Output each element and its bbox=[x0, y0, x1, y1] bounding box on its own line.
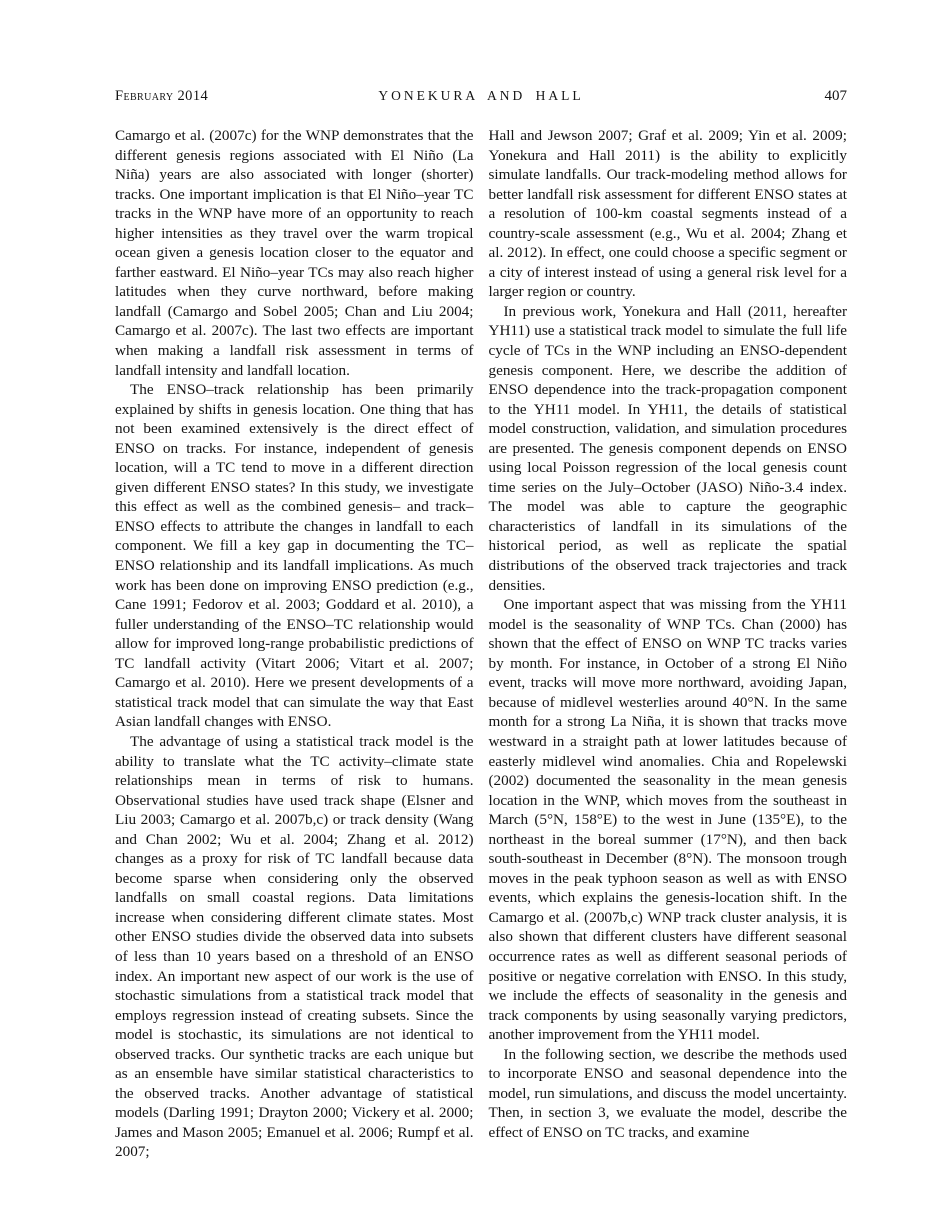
paragraph: One important aspect that was missing from the YH11 model is the seasonality of WNP TCs. Chan (2000) has shown that the effect of ENSO on WNP TC tracks varies by month. For instance, in October of a strong El Niño event, tracks will move more northward, avoiding Japan, because of midlevel westerlies around 40°N. In the same month for a strong La Niña, it is shown that tracks move westward in a straight path at lower latitudes because of easterly midlevel wind anomalies. Chia and Ropelewski (2002) documented the seasonality in the mean genesis location in the WNP, which moves from the southeast in March (5°N, 158°E) to the west in June (135°E), to the northeast in the boreal summer (17°N), and then back south-southeast in December (8°N). The monsoon trough moves in the peak typhoon season as well as with ENSO events, which explains the genesis-location shift. In the Camargo et al. (2007b,c) WNP track cluster analysis, it is also shown that different clusters have different seasonal occurrence rates as well as different seasonal periods of positive or negative correlation with ENSO. In this study, we include the effects of seasonality in the genesis and track components by using seasonally varying predictors, another improvement from the YH11 model. bbox=[488, 596, 847, 1044]
paragraph: The advantage of using a statistical track model is the ability to translate what the TC activity–climate state relationships mean in terms of risk to humans. Observational studies have used track shape (Elsner and Liu 2003; Camargo et al. 2007b,c) or track density (Wang and Chan 2002; Wu et al. 2004; Zhang et al. 2012) changes as a proxy for risk of TC landfall because data become sparse when considering only the observed landfalls on small coastal regions. Data limitations increase when considering different climate states. Most other ENSO studies divide the observed data into subsets of less than 10 years based on a threshold of an ENSO index. An important new aspect of our work is the use of stochastic simulations from a statistical track model that employs regression instead of creating subsets. Since the model is stochastic, its simulations are not identical to observed tracks. Our synthetic tracks are each unique but as an ensemble have similar statistical characteristics to the observed tracks. Another advantage of statistical models (Darling 1991; Drayton 2000; Vickery et al. 2000; James and Mason 2005; Emanuel et al. 2006; Rumpf et al. 2007; bbox=[115, 732, 474, 1161]
paragraph: Hall and Jewson 2007; Graf et al. 2009; Yin et al. 2009; Yonekura and Hall 2011) is the ability to explicitly simulate landfalls. Our track-modeling method allows for better landfall risk assessment for different ENSO states at a resolution of 100-km coastal segments instead of a country-scale assessment (e.g., Wu et al. 2004; Zhang et al. 2012). In effect, one could choose a specific segment or a city of interest instead of using a general risk level for a larger region or country. bbox=[488, 127, 847, 301]
right-column bbox=[489, 126, 848, 1162]
paragraph: Camargo et al. (2007c) for the WNP demonstrates that the different genesis regions associated with El Niño (La Niña) years are also associated with longer (shorter) tracks. One important implication is that El Niño–year TC tracks in the WNP have more of an opportunity to reach higher intensities as they travel over the warm tropical ocean given a genesis location closer to the equator and farther eastward. El Niño–year TCs may also reach higher latitudes when they curve northward, before making landfall (Camargo and Sobel 2005; Chan and Liu 2004; Camargo et al. 2007c). The last two effects are important when making a landfall risk assessment in terms of landfall intensity and landfall location. bbox=[115, 127, 474, 379]
running-header bbox=[115, 88, 847, 105]
paragraph: The ENSO–track relationship has been primarily explained by shifts in genesis location. One thing that has not been examined extensively is the direct effect of ENSO on tracks. For instance, independent of genesis location, will a TC tend to move in a different direction given different ENSO states? In this study, we investigate this effect as well as the combined genesis– and track–ENSO effects to attribute the changes in landfall to each component. We fill a key gap in documenting the TC–ENSO relationship and its landfall implications. As much work has been done on improving ENSO prediction (e.g., Cane 1991; Fedorov et al. 2003; Goddard et al. 2010), a fuller understanding of the ENSO–TC relationship would allow for improved long-range probabilistic predictions of TC landfall activity (Vitart 2006; Vitart et al. 2007; Camargo et al. 2010). Here we present developments of a statistical track model that can simulate the way that East Asian landfall changes with ENSO. bbox=[115, 381, 474, 731]
left-column bbox=[115, 126, 474, 1162]
page-content bbox=[115, 88, 847, 1162]
issue-date: February 2014 bbox=[115, 88, 209, 104]
page-number: 407 bbox=[824, 88, 847, 104]
paragraph: In previous work, Yonekura and Hall (2011, hereafter YH11) use a statistical track model to simulate the full life cycle of TCs in the WNP including an ENSO-dependent genesis component. Here, we describe the addition of ENSO dependence into the track-propagation component to the YH11 model. In YH11, the details of statistical model construction, validation, and simulation procedures are presented. The genesis component depends on ENSO using local Poisson regression of the local genesis count time series on the July–October (JASO) Niño-3.4 index. The model was able to capture the geographic characteristics of landfall in its simulations of the historical period, as well as replicate the spatial distributions of the observed track trajectories and track densities. bbox=[488, 302, 847, 594]
text-columns bbox=[115, 126, 847, 1162]
running-title: YONEKURA AND HALL bbox=[378, 88, 584, 103]
paragraph: In the following section, we describe the methods used to incorporate ENSO and seasonal dependence into the model, run simulations, and discuss the model uncertainty. Then, in section 3, we evaluate the model, describe the effect of ENSO on TC tracks, and examine bbox=[488, 1045, 847, 1141]
